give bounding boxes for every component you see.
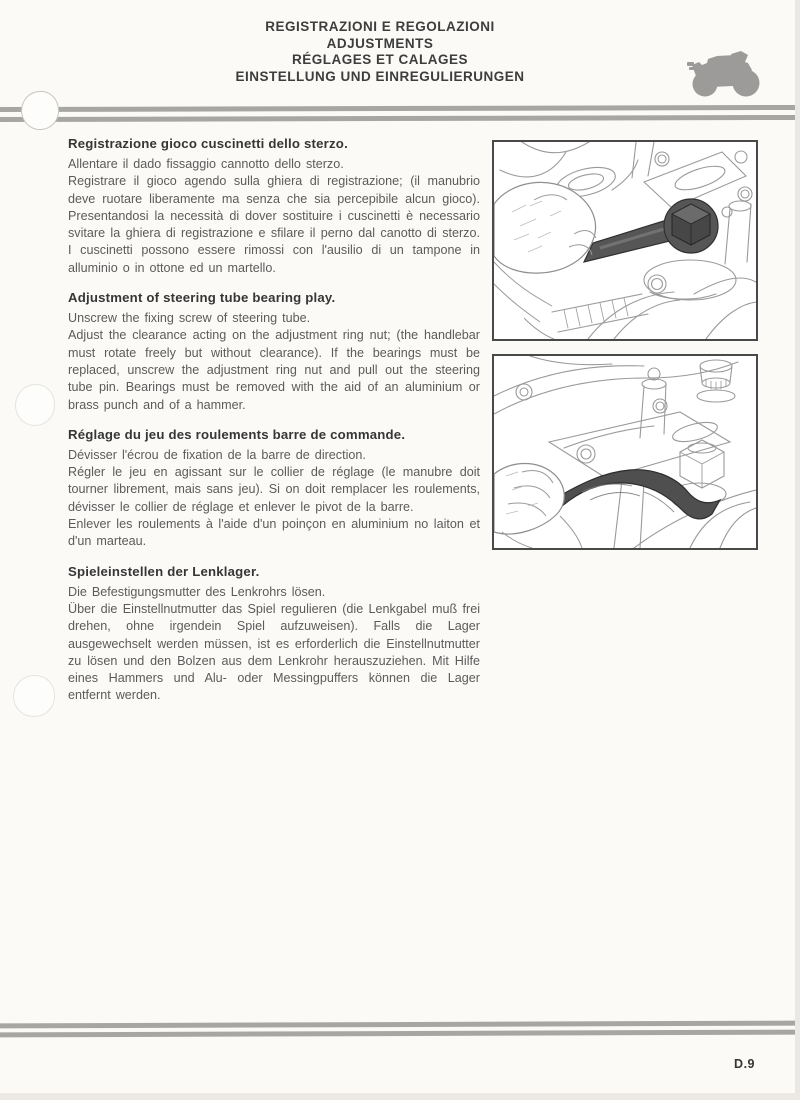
- paragraph: Über die Einstellnutmutter das Spiel regulieren (die Lenkgabel muß frei drehen, ohne irgendein Spiel aufzuweisen). Falls die Lager ausgewechselt werden müssen, ist es erforderlich die Einstellnutmutter zu lösen und den Bolzen aus dem Lenkrohr herauszuziehen. Mit Hilfe eines Hammers und Alu- oder Messingpuffers können die Lager entfernt werden.: [68, 601, 480, 703]
- paragraph: Unscrew the fixing screw of steering tube.: [68, 311, 311, 326]
- text-column: [68, 136, 480, 705]
- title-italian: REGISTRAZIONI E REGOLAZIONI: [265, 19, 495, 34]
- section-italian: [68, 136, 480, 277]
- title-french: RÉGLAGES ET CALAGES: [291, 52, 468, 67]
- binder-hole-middle: [15, 384, 55, 426]
- section-title-english: Adjustment of steering tube bearing play.: [68, 290, 336, 306]
- binder-hole-bottom: [13, 675, 55, 717]
- section-title-italian: Registrazione gioco cuscinetti dello sterzo.: [68, 136, 348, 151]
- section-title-german: Spieleinstellen der Lenklager.: [68, 563, 260, 579]
- figure-hook-wrench-on-adjustment-ring-nut: [492, 354, 758, 550]
- top-rule-upper: [0, 105, 797, 112]
- section-french: [68, 427, 480, 551]
- paragraph: Régler le jeu en agissant sur le collier de réglage (le manubre doit tourner librement, mais sans jeu). Si on doit remplacer les roulements, dévisser le collier de réglage et enlever le pivot de la barre.: [68, 465, 480, 514]
- section-english: [68, 290, 480, 414]
- page-title: [120, 19, 640, 85]
- title-english: ADJUSTMENTS: [326, 35, 434, 51]
- paragraph: Adjust the clearance acting on the adjustment ring nut; (the handlebar must rotate freely but without clearance). If the bearings must be replaced, unscrew the adjustment ring nut and pull out the steering tube pin. Bearings must be removed with the aid of an aluminium or brass punch and of a hammer.: [68, 328, 480, 412]
- bottom-rule-upper: [0, 1021, 800, 1029]
- page-edge-right: [795, 0, 800, 1100]
- paragraph: Allentare il dado fissaggio cannotto dello sterzo.: [68, 157, 344, 171]
- top-rule-lower: [0, 115, 797, 122]
- paragraph: Enlever les roulements à l'aide d'un poinçon en aluminium no laiton et d'un marteau.: [68, 517, 480, 549]
- paragraph: Dévisser l'écrou de fixation de la barre de direction.: [68, 447, 366, 462]
- page-number: D.9: [734, 1057, 755, 1071]
- section-german: [68, 564, 480, 705]
- binder-hole-top: [18, 88, 62, 133]
- motorcycle-icon: [686, 46, 762, 98]
- paragraph: Die Befestigungsmutter des Lenkrohrs lösen.: [68, 584, 326, 599]
- bottom-rule-lower: [0, 1030, 800, 1038]
- page-edge-bottom: [0, 1093, 800, 1100]
- section-title-french: Réglage du jeu des roulements barre de commande.: [68, 426, 406, 442]
- paragraph: Registrare il gioco agendo sulla ghiera di registrazione; (il manubrio deve ruotare liberamente ma senza che sia percepibile alcun gioco). Presentandosi la necessità di dover sostituire i cuscinetti è necessario svitare la ghiera di registrazione e sfilare il perno dal canotto di sterzo. I cuscinetti possono essere rimossi con l'ausilio di un tampone in alluminio o in ottone ed un martello.: [68, 174, 480, 275]
- title-german: EINSTELLUNG UND EINREGULIERUNGEN: [235, 68, 525, 84]
- figure-ring-wrench-on-steering-stem-nut: [492, 140, 758, 341]
